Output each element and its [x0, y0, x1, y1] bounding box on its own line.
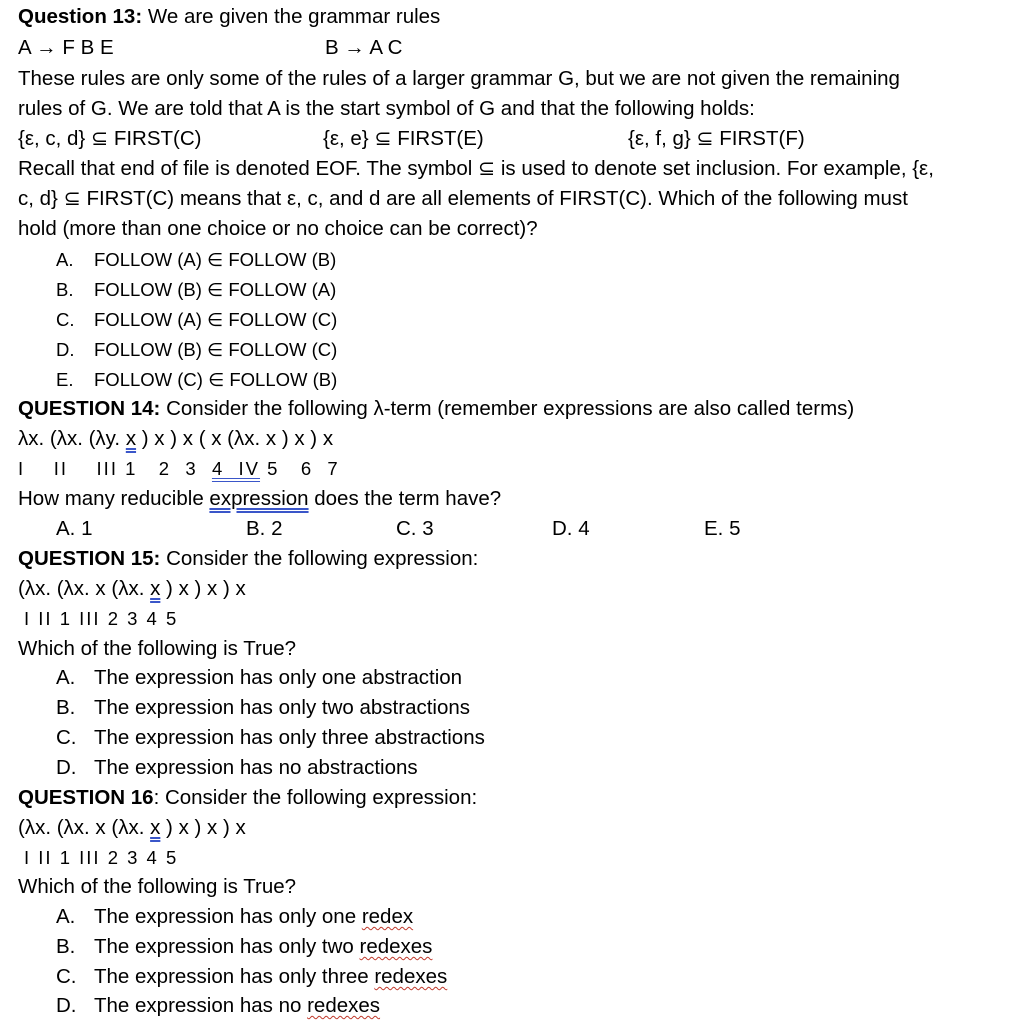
q13-first-sets-line	[18, 124, 1009, 154]
q14-heading: QUESTION 14:	[18, 397, 161, 420]
question-underlined-word: expression	[209, 487, 309, 510]
q16-heading: QUESTION 16	[18, 786, 154, 809]
labels-part: I II III 1 2 3	[18, 458, 212, 479]
expr-part: (λx. (λx. x (λx.	[18, 577, 151, 600]
option-text: FOLLOW (C) ∈ FOLLOW (B)	[94, 369, 338, 390]
option-letter: E.	[56, 369, 74, 390]
option-letter: B.	[56, 279, 74, 300]
q14-choice-c: C. 3	[396, 517, 434, 540]
q13-heading-line	[18, 2, 1009, 32]
q13-option-a	[56, 245, 1009, 275]
q14-choice-b: B. 2	[246, 517, 283, 540]
option-letter: A.	[56, 666, 76, 689]
question-part: does the term have?	[308, 487, 502, 510]
q16-option-b	[56, 932, 1009, 962]
option-text-part: The expression has only one	[94, 905, 362, 928]
option-letter: B.	[56, 696, 76, 719]
q13-para-2: rules of G. We are told that A is the start symbol of G and that the following holds:	[18, 97, 755, 120]
q15-option-c	[56, 723, 1009, 753]
q13-para-3: Recall that end of file is denoted EOF. The symbol ⊆ is used to denote set inclusion. For example, {ε,	[18, 157, 934, 180]
q13-rules-line	[18, 33, 1009, 63]
q14-question	[18, 484, 1009, 514]
option-letter: C.	[56, 726, 77, 749]
q16-heading-line	[18, 783, 1009, 813]
q14-choice-e: E. 5	[704, 517, 741, 540]
option-text: The expression has only two abstractions	[94, 696, 471, 719]
q16-expression-labels: I II 1 III 2 3 4 5	[24, 847, 179, 868]
option-letter: A.	[56, 905, 76, 928]
q13-para-5: hold (more than one choice or no choice can be correct)?	[18, 217, 538, 240]
q16-heading-rest: : Consider the following expression:	[153, 786, 478, 809]
option-text	[94, 902, 413, 932]
term-part: λx. (λx. (λy.	[18, 427, 126, 450]
question-part: How many reducible	[18, 487, 210, 510]
option-letter: B.	[56, 935, 76, 958]
q16-option-d	[56, 991, 1009, 1021]
expr-part: ) x ) x ) x	[160, 577, 246, 600]
option-spellcheck-word: redexes	[374, 965, 448, 988]
term-underlined-x: x	[125, 427, 137, 450]
option-text: FOLLOW (A) ∈ FOLLOW (C)	[94, 309, 338, 330]
option-spellcheck-word: redexes	[359, 935, 433, 958]
q13-para-1: These rules are only some of the rules of a larger grammar G, but we are not given the remaining	[18, 67, 900, 90]
expr-underlined-x: x	[150, 577, 161, 600]
option-text-part: The expression has no	[94, 994, 308, 1017]
q16-option-c	[56, 962, 1009, 992]
q15-heading: QUESTION 15:	[18, 547, 161, 570]
expr-underlined-x: x	[150, 816, 161, 839]
term-part: ) x ) x ( x (λx. x ) x ) x	[136, 427, 334, 450]
option-letter: D.	[56, 339, 75, 360]
q14-choices-line	[18, 514, 1009, 544]
q16-option-a	[56, 902, 1009, 932]
option-text	[94, 932, 432, 962]
option-text	[94, 991, 380, 1021]
option-letter: D.	[56, 994, 77, 1017]
q15-expression-labels: I II 1 III 2 3 4 5	[24, 608, 179, 629]
q13-option-e	[56, 365, 1009, 395]
q14-heading-line	[18, 394, 1009, 424]
option-text: The expression has no abstractions	[94, 756, 418, 779]
q14-heading-rest: Consider the following λ-term (remember expressions are also called terms)	[160, 397, 855, 420]
q14-term-labels	[18, 454, 1009, 484]
q15-option-b	[56, 693, 1009, 723]
option-spellcheck-word: redex	[361, 905, 414, 928]
option-text-part: The expression has only three	[94, 965, 375, 988]
q13-first-c: {ε, c, d} ⊆ FIRST(C)	[18, 127, 202, 150]
option-letter: C.	[56, 309, 75, 330]
q15-question: Which of the following is True?	[18, 637, 297, 660]
option-text: FOLLOW (B) ∈ FOLLOW (A)	[94, 279, 337, 300]
option-text: The expression has only three abstractions	[94, 726, 485, 749]
q13-para-4: c, d} ⊆ FIRST(C) means that ε, c, and d are all elements of FIRST(C). Which of the following must	[18, 187, 908, 210]
q13-option-d	[56, 335, 1009, 365]
q16-question: Which of the following is True?	[18, 875, 297, 898]
q13-rule-1: A → F B E	[18, 36, 114, 59]
labels-underlined: 4 IV	[211, 458, 261, 479]
q15-option-a	[56, 663, 1009, 693]
q13-option-c	[56, 305, 1009, 335]
q13-first-e: {ε, e} ⊆ FIRST(E)	[323, 127, 484, 150]
option-letter: A.	[56, 249, 74, 270]
option-letter: D.	[56, 756, 77, 779]
q15-heading-rest: Consider the following expression:	[160, 547, 479, 570]
expr-part: ) x ) x ) x	[160, 816, 246, 839]
q15-option-d	[56, 753, 1009, 783]
q14-choice-a: A. 1	[56, 517, 93, 540]
q13-rule-2: B → A C	[325, 36, 403, 59]
option-text: FOLLOW (B) ∈ FOLLOW (C)	[94, 339, 338, 360]
q13-first-f: {ε, f, g} ⊆ FIRST(F)	[628, 127, 805, 150]
q16-expression	[18, 813, 1009, 843]
q13-option-b	[56, 275, 1009, 305]
option-text: FOLLOW (A) ∈ FOLLOW (B)	[94, 249, 337, 270]
labels-part: 5 6 7	[260, 458, 340, 479]
q13-heading: Question 13:	[18, 5, 143, 28]
option-spellcheck-word: redexes	[307, 994, 381, 1017]
option-text-part: The expression has only two	[94, 935, 360, 958]
option-text: The expression has only one abstraction	[94, 666, 463, 689]
q13-heading-rest: We are given the grammar rules	[142, 5, 441, 28]
option-text	[94, 962, 447, 992]
option-letter: C.	[56, 965, 77, 988]
expr-part: (λx. (λx. x (λx.	[18, 816, 151, 839]
q15-heading-line	[18, 544, 1009, 574]
q14-choice-d: D. 4	[552, 517, 590, 540]
q15-expression	[18, 574, 1009, 604]
q14-term	[18, 424, 1009, 454]
